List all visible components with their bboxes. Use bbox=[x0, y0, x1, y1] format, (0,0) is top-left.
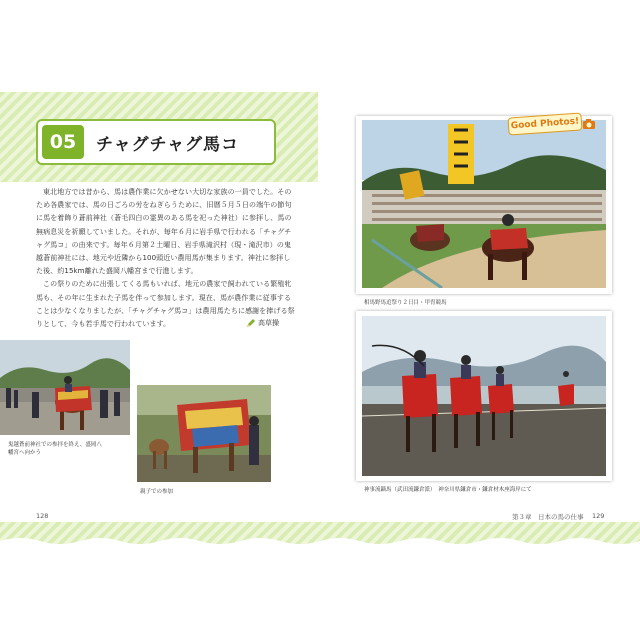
caption-procession: 鬼越蒼前神社での参拝を終え、盛岡八幡宮へ向かう bbox=[8, 442, 102, 456]
running-chapter-title: 第３章 日本の馬の仕事 bbox=[512, 513, 584, 521]
caption-armored-race: 相馬野馬追祭り２日目・甲冑競馬 bbox=[364, 300, 447, 306]
body-paragraph-2: この祭りのために出張してくる馬もいれば、地元の農家で飼われている繁殖牝馬も、その年に生まれた子馬を伴って参加します。現在、馬が農作業に従事することは少なくなりましたが、「チャグチャグ馬コ」は農用馬たちに感謝を捧げる祭りとして、今も若手馬で行われています。 bbox=[36, 280, 295, 329]
photo-armored-race bbox=[362, 120, 606, 288]
page-number-left: 128 bbox=[36, 512, 49, 520]
page-number-right: 129 bbox=[592, 512, 605, 520]
caption-parent-child: 親子での参加 bbox=[140, 489, 174, 495]
author-credit bbox=[246, 318, 279, 328]
caption-yabusame: 神事流鏑馬（武田流鎌倉派） 神奈川県鎌倉市・鎌倉材木座海岸にて bbox=[364, 487, 532, 493]
author-name: 高草操 bbox=[258, 319, 279, 327]
chapter-number: 05 bbox=[42, 125, 84, 159]
good-photos-badge: Good Photos! bbox=[507, 112, 582, 135]
photo-yabusame bbox=[362, 316, 606, 476]
chapter-title: チャグチャグ馬コ bbox=[96, 135, 239, 155]
photo-parent-child bbox=[137, 385, 271, 482]
footer-wave bbox=[0, 535, 640, 549]
body-text bbox=[36, 186, 296, 331]
body-paragraph-1: 東北地方では昔から、馬は農作業に欠かせない大切な家族の一員でした。そのため各農家では、馬の日ごろの労をねぎらうために、旧暦５月５日の端午の節句に馬を着飾り蒼前神社（蒼毛四白の霊異のある馬を祀った神社）に参拝し、馬の無病息災を祈願していました。それが、毎年６月に岩手県で行われる「チャグチャグ馬コ」の由来です。毎年６月第２土曜日、岩手県滝沢村（現・滝沢市）の鬼越蒼前神社には、地元や近隣から100頭近い農用馬が集まります。神社に参拝した後、約15km離れた盛岡八幡宮まで行進します。 bbox=[36, 188, 292, 276]
camera-icon bbox=[582, 118, 596, 130]
pencil-icon bbox=[246, 318, 256, 328]
chapter-heading bbox=[36, 119, 276, 165]
photo-procession bbox=[0, 340, 130, 435]
